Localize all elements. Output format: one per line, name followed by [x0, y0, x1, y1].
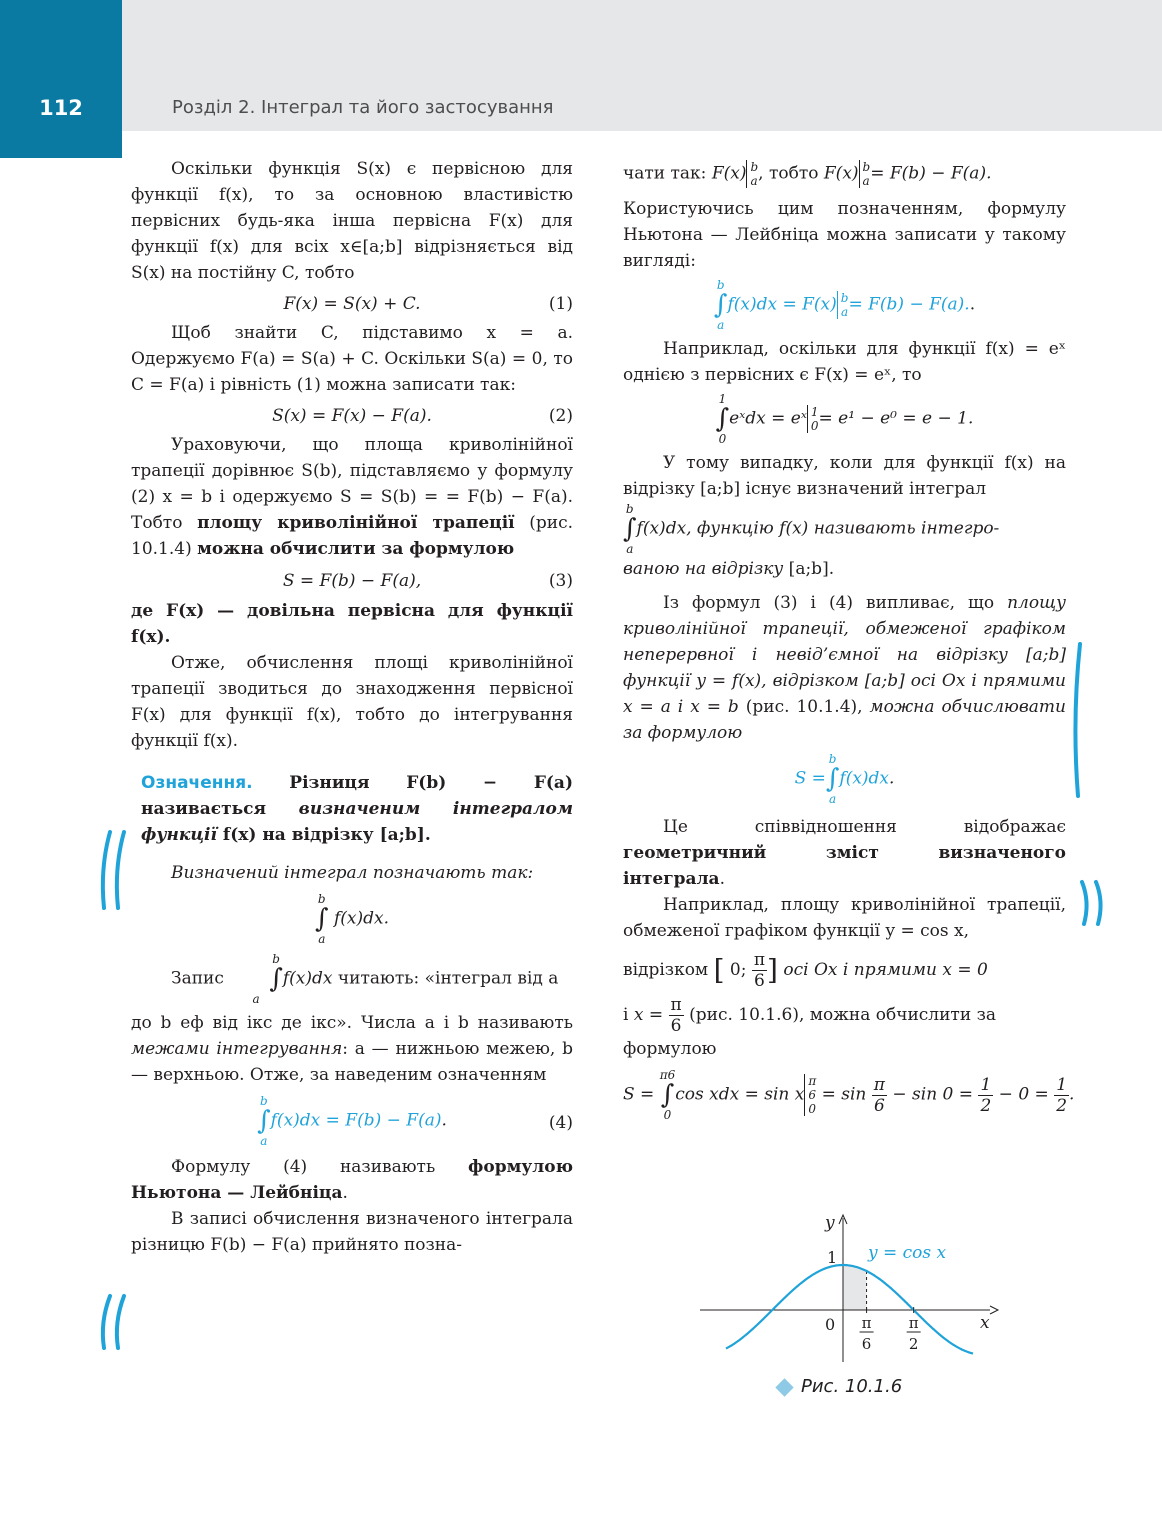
paragraph: Запис b ∫ af(x)dx читають: «інтеграл від a — [171, 952, 559, 1006]
paragraph: В записі обчислення визначеного інтеграла різницю F(b) − F(a) прийнято позна- — [131, 1209, 573, 1255]
tick-label: 2 — [908, 1335, 919, 1353]
y-axis-label: y — [825, 1213, 835, 1233]
formula-number: (2) — [548, 406, 573, 426]
paragraph: Наприклад, оскільки для функції f(x) = eˣ однією з первісних є F(x) = eˣ, то — [623, 339, 1066, 385]
paragraph: чати так: F(x) b a , тобто F(x) b a = F(b) − F(a). — [623, 160, 992, 188]
diamond-icon — [775, 1378, 793, 1396]
curve-label: y = cos x — [868, 1243, 947, 1263]
paragraph: b ∫ af(x)dx, функцію f(x) називають інтегро- — [623, 502, 1000, 556]
paragraph: Наприклад, площу криволінійної трапеції, обмеженої графіком функції y = cos x, — [623, 895, 1066, 941]
paragraph: Оскільки функція S(x) є первісною для функції f(x), то за основною властивістю первісних будь-яка інша первісна F(x) для функції f(x) для всіх x∈[a;b] відрізняється від S(x) на постійну C, тобто — [131, 159, 573, 283]
shaded-area — [843, 1265, 867, 1310]
formula-1: F(x) = S(x) + C. (1) — [131, 291, 573, 317]
cos-integral-formula: S = π6 ∫ 0cos xdx = sin x π 6 0 = sin $\frac{\pi}{6}$ − sin 0 = $\frac{1}{2}$ − 0 = $\frac{1}{2}$ . — [623, 1068, 1075, 1122]
paragraph: Щоб знайти C, підставимо x = a. Одержуємо F(a) = S(a) + C. Оскільки S(a) = 0, то C = F(a) і рівність (1) можна записати так: — [131, 323, 573, 395]
tick-label: 1 — [827, 1248, 838, 1267]
formula-2: S(x) = F(x) − F(a). (2) — [131, 403, 573, 429]
paragraph: формулою — [623, 1039, 717, 1059]
page-number-tab — [0, 0, 122, 158]
paragraph: Користуючись цим позначенням, формулу Ньютона — Лейбніца можна записати у такому вигляді: — [623, 199, 1066, 271]
tick-label: 0 — [825, 1315, 836, 1334]
paragraph: Визначений інтеграл позначають так: — [171, 863, 534, 883]
paragraph: Формулу (4) називають формулою Ньютона — Лейбніца. — [131, 1157, 573, 1203]
paragraph: де F(x) — довільна первісна для функції f(x). — [131, 601, 573, 647]
left-column — [131, 156, 573, 1258]
paragraph: Це співвідношення відображає геометричний зміст визначеного інтеграла. — [623, 817, 1066, 889]
right-column — [623, 160, 1075, 1122]
tick-label: π — [861, 1314, 872, 1332]
paragraph: відрізком [ 0; $\frac{\pi}{6}$ ] осі Ox і прямими x = 0 — [623, 950, 988, 991]
margin-mark-right-2 — [1072, 878, 1106, 928]
formula-4: b ∫ af(x)dx = F(b) − F(a). (4) — [257, 1094, 573, 1148]
definition: Означення. Різниця F(b) − F(a) називається визначеним інтегралом функції f(x) на відрізку [a;b]. — [141, 773, 573, 845]
paragraph: ваною на відрізку [a;b]. — [623, 559, 835, 579]
margin-mark-left-1 — [96, 828, 130, 912]
tick-label: 6 — [861, 1335, 872, 1353]
cos-graph — [690, 1210, 1010, 1370]
paragraph: до b еф від ікс де ікс». Числа a і b називають межами інтегрування: a — нижньою межею, b — верхньою. Отже, за наведеним означенням — [131, 1013, 573, 1085]
margin-mark-right-1 — [1070, 640, 1090, 800]
page-number: 112 — [39, 96, 83, 120]
example-formula-exp: 1 ∫ 0eˣdx = eˣ 1 0 = e¹ − e⁰ = e − 1. — [715, 392, 974, 446]
tick-label: π — [908, 1314, 919, 1332]
area-formula: S =b ∫ af(x)dx. — [794, 752, 895, 806]
paragraph: Отже, обчислення площі криволінійної трапеції зводиться до знаходження первісної F(x) для функції f(x), тобто до інтегрування функції f(x). — [131, 653, 573, 751]
x-axis-label: x — [980, 1313, 990, 1333]
formula-number: (3) — [548, 571, 573, 591]
formula-number: (4) — [548, 1113, 573, 1133]
formula-number: (1) — [548, 294, 573, 314]
x-axis-arrow — [990, 1306, 998, 1314]
figure-caption: Рис. 10.1.6 — [778, 1376, 902, 1397]
integral-notation: b ∫ a f(x)dx. — [315, 892, 389, 946]
formula-3: S = F(b) − F(a), (3) — [131, 568, 573, 594]
chapter-title: Розділ 2. Інтеграл та його застосування — [172, 97, 554, 118]
paragraph: і x = $\frac{\pi}{6}$ (рис. 10.1.6), можна обчислити за — [623, 995, 996, 1036]
newton-leibniz-formula: b ∫ af(x)dx = F(x) b a = F(b) − F(a).. — [713, 278, 976, 332]
paragraph: У тому випадку, коли для функції f(x) на відрізку [a;b] існує визначений інтеграл — [623, 453, 1066, 499]
paragraph: Із формул (3) і (4) випливає, що площу криволінійної трапеції, обмеженої графіком неперервної і невід’ємної на відрізку [a;b] функції y = f(x), відрізком [a;b] осі Ox і прямими x = a і x = b (рис. 10.1.4), можна обчислювати за формулою — [623, 593, 1066, 743]
paragraph: Ураховуючи, що площа криволінійної трапеції дорівнює S(b), підставляємо у формулу (2) x = b і одержуємо S = S(b) = = F(b) − F(a). Тобто площу криволінійної трапеції (рис. 10.1.4) можна обчислити за формулою — [131, 435, 573, 559]
margin-mark-left-2 — [96, 1292, 130, 1352]
